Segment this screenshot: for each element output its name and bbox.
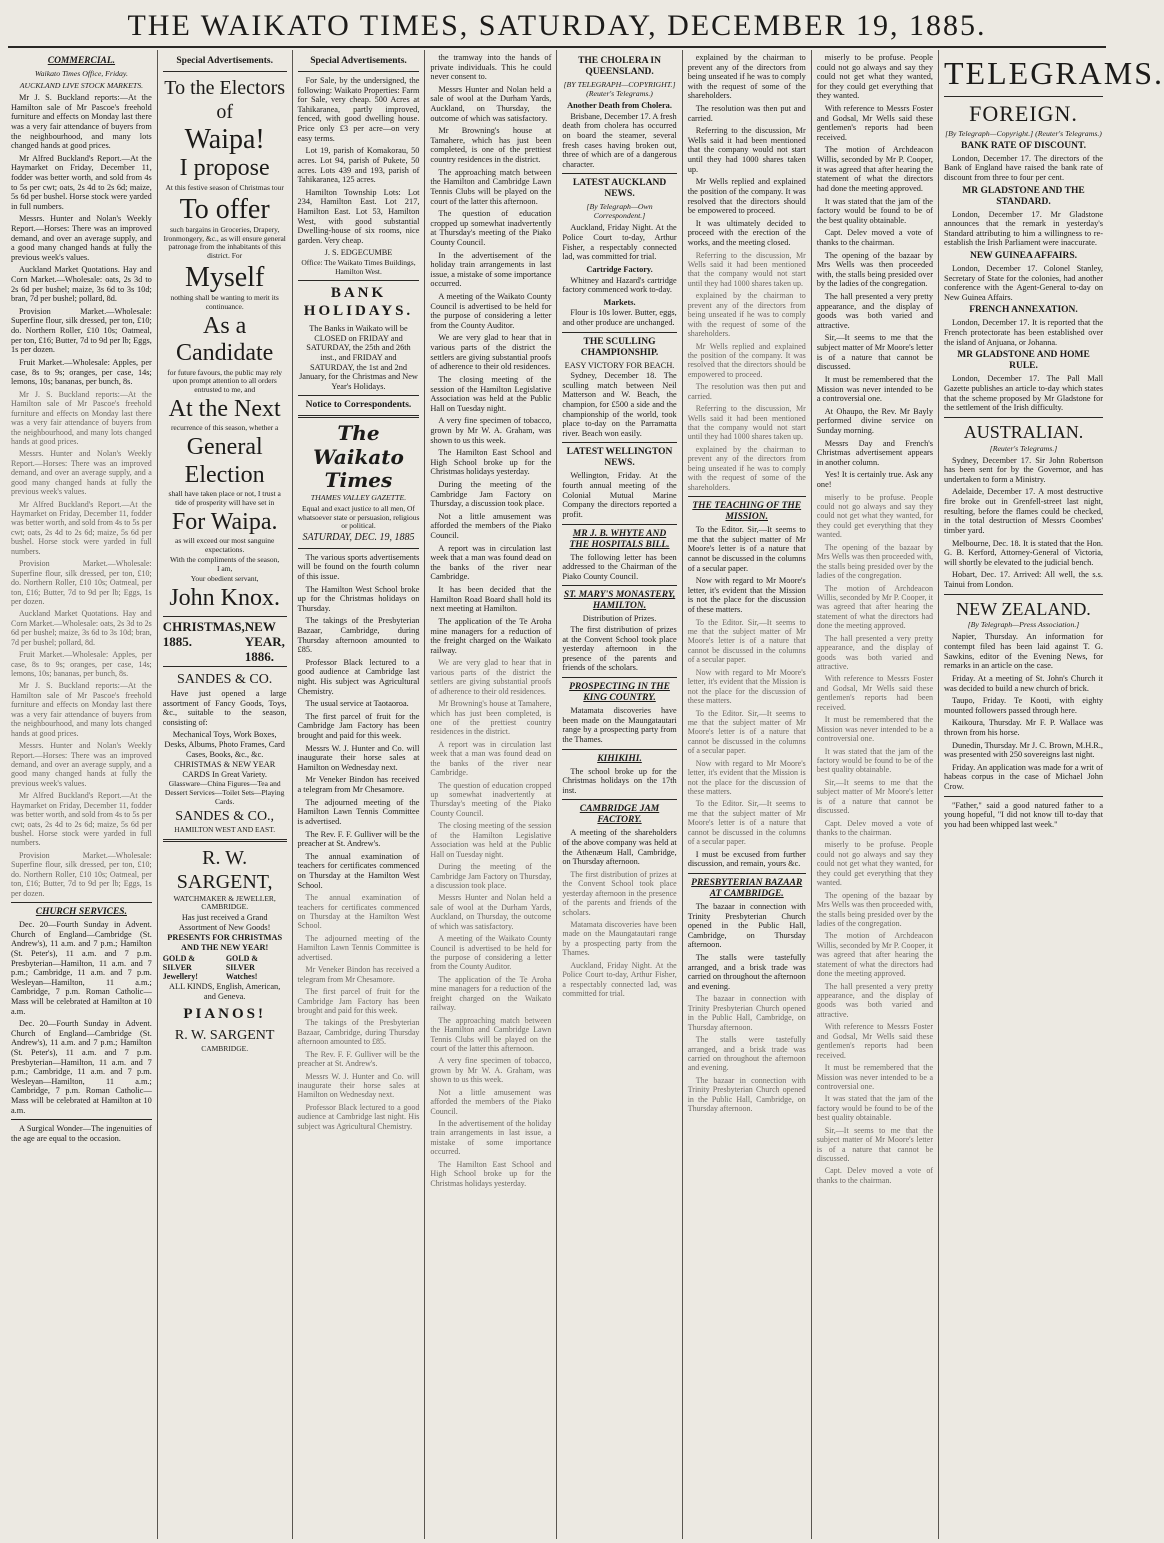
advert-text: Mechanical Toys, Work Boxes, Desks, Albums, Photo Frames, Card Cases, Books, &c., &c. [164, 730, 285, 759]
paragraph: The Hamilton East School and High School broke up for the Christmas holidays yesterday. [430, 448, 552, 477]
paragraph: The annual examination of teachers for certificates commenced on Thursday at the Hamilton West School. [297, 851, 420, 890]
paragraph: Hobart, Dec. 17. Arrived: All well, the s.s. Tainui from London. [944, 570, 1103, 589]
paragraph: The question of education cropped up somewhat inadvertently at Thursday's meeting of the Piako County Council. [430, 780, 552, 818]
paragraph: Whitney and Hazard's cartridge factory commenced work to-day. [562, 275, 677, 295]
paragraph: The resolution was then put and carried. [687, 382, 806, 401]
divider [163, 839, 287, 842]
paragraph: It must be remembered that the Mission was never intended to be a controversial one. [816, 1063, 933, 1091]
paragraph: Fruit Market.—Wholesale: Apples, per case, 8s to 9s; oranges, per case, 14s; lemons, 10s; bananas, per bunch, 8s. [11, 650, 152, 678]
advert-text: The Banks in Waikato will be CLOSED on FRIDAY and SATURDAY, the 25th and 26th inst., and FRIDAY and SATURDAY, the 1st and 2nd January, for the Christmas and New Year's Holidays. [299, 324, 418, 391]
paragraph: The hall presented a very pretty appearance, and the display of goods was both varied and attractive. [816, 292, 933, 330]
paragraph: Referring to the discussion, Mr Wells said it had been mentioned that the company would not start until they had 1000 shares taken up. [687, 126, 806, 174]
paragraph: Kaikoura, Thursday. Mr F. P. Wallace was thrown from his horse. [944, 718, 1103, 737]
item-title: Distribution of Prizes. [582, 614, 657, 624]
paragraph: Fruit Market.—Wholesale: Apples, per case, 8s to 9s; oranges, per case, 14s; lemons, 10s; bananas, per bunch, 8s. [11, 357, 152, 387]
columns [6, 50, 1164, 1539]
section-heading: COMMERCIAL. [47, 56, 116, 66]
paragraph: It was stated that the jam of the factory would be found to be of the best quality obtainable. [816, 196, 933, 225]
paragraph: Sir,—It seems to me that the subject matter of Mr Moore's letter is of a nature that cannot be discussed. [816, 1125, 933, 1164]
paragraph: To the Editor. Sir,—It seems to me that the subject matter of Mr Moore's letter is of a nature that cannot be discussed in the columns of a secular paper. [687, 708, 806, 756]
logo-subtitle: THAMES VALLEY GAZETTE. [310, 492, 407, 502]
section-heading: THE SCULLING CHAMPIONSHIP. [580, 336, 659, 358]
paragraph: The following letter has been addressed to the Chairman of the Piako County Council. [562, 552, 677, 581]
paragraph: Messrs W. J. Hunter and Co. will inaugurate their horse sales at Hamilton on Wednesday next. [297, 1071, 420, 1100]
advert-text: HAMILTON WEST AND EAST. [174, 825, 276, 834]
paragraph: Provision Market.—Wholesale: Superfine flour, silk dressed, per ton, £10; do. Northern Roller, £10 10s; Oatmeal, per ton, £16; Butter, 7d to 9d per lb; Eggs, 1s per dozen. [11, 306, 152, 355]
paragraph: explained by the chairman to prevent any of the directors from being unseated if he was to comply with the request of some of the shareholders. [687, 291, 806, 339]
paragraph: The first distribution of prizes at the Convent School took place yesterday afternoon in the presence of the parents and friends of the scholars. [562, 625, 677, 673]
divider [562, 677, 676, 678]
divider [562, 749, 676, 750]
section-heading: PROSPECTING IN THE KING COUNTRY. [569, 682, 670, 704]
newspaper-logo: The Waikato Times [313, 421, 404, 492]
advert-headline: As a Candidate [176, 312, 274, 367]
column-adverts-editorial [293, 50, 426, 1539]
paragraph: Adelaide, December 17. A most destructive fire broke out in Grenfell-street last night, resulting, before the flames could be checked, in the total destruction of Messrs Coombes' timber yard. [944, 487, 1103, 535]
paragraph: In the advertisement of the holiday train arrangements in last issue, a mistake of some importance occurred. [430, 250, 552, 289]
advert-text: Has just received a Grand Assortment of New Goods! [178, 913, 271, 932]
paragraph: With reference to Messrs Foster and Godsal, Mr Wells said these gentlemen's reports had been received. [816, 104, 933, 142]
filler-text [688, 618, 806, 847]
paragraph: Messrs Hunter and Nolan held a sale of wool at the Durham Yards, Auckland, on Thursday, the outcome of which was satisfactory. [430, 84, 552, 123]
paragraph: London, December 17. The Pall Mall Gazette publishes an article to-day which states that the scheme proposed by Mr Gladstone for the settlement of the Irish difficulty. [944, 374, 1103, 413]
paragraph: A Surgical Wonder—The ingenuities of the age are equal to the occasion. [11, 1124, 152, 1143]
divider [944, 417, 1103, 418]
paragraph: The adjourned meeting of the Hamilton Lawn Tennis Committee is advertised. [297, 933, 420, 962]
paragraph: Have just opened a large assortment of Fancy Goods, Toys, &c., suitable to the season, consisting of: [162, 688, 287, 727]
paragraph: Messrs Day and French's Christmas advertisement appears in another column. [816, 438, 933, 467]
divider [688, 496, 806, 497]
paragraph: The closing meeting of the session of the Hamilton Legislative Association was held at the Public Hall on Tuesday night. [430, 821, 552, 859]
item-title: MR GLADSTONE AND HOME RULE. [957, 350, 1090, 372]
paragraph: Mr J. S. Buckland reports:—At the Hamilton sale of Mr Pascoe's freehold furniture and effects on Monday last there was a very fair attendance of buyers from the neighbourhood, and many lots changed hands at good prices. [11, 93, 152, 151]
divider [298, 415, 420, 418]
section-subtitle: [Reuter's Telegrams.] [989, 443, 1058, 453]
section-subtitle: [By Telegraph—Own Correspondent.] [586, 202, 653, 221]
paragraph: The Hamilton West School broke up for the Christmas holidays on Thursday. [297, 584, 420, 613]
section-heading: LATEST AUCKLAND NEWS. [572, 178, 667, 200]
section-heading: LATEST WELLINGTON NEWS. [566, 447, 673, 469]
divider [11, 1119, 152, 1120]
section-heading: Special Advertisements. [310, 56, 407, 66]
section-subtitle: AUCKLAND LIVE STOCK MARKETS. [19, 81, 144, 91]
paragraph: A report was in circulation last week that a man was found dead on the banks of the river near Cambridge. [430, 543, 552, 582]
paragraph: Hamilton Township Lots: Lot 234, Hamilton East. Lot 217, Hamilton East. Lot 53, Hamilton West, with good substantial Dwelling-house of six rooms, nice garden. Very cheap. [297, 187, 420, 245]
paragraph: It must be remembered that the Mission was never intended to be a controversial one. [816, 374, 933, 404]
paragraph: The stalls were tastefully arranged, and a brisk trade was carried on throughout the afternoon and evening. [687, 1035, 806, 1073]
paragraph: Sir,—It seems to me that the subject matter of Mr Moore's letter is of a nature that cannot be discussed. [816, 777, 933, 816]
paragraph: For Sale, by the undersigned, the following: Waikato Properties: Farm for Sale, very cheap. 500 Acres at Tahikaranea, partly improved, fenced, with good dwelling house. Price only £3 per acre—on very easy terms. [297, 76, 420, 143]
filler-text [817, 493, 933, 1186]
divider [562, 524, 676, 525]
advert-pair [163, 954, 287, 982]
paragraph: During the meeting of the Cambridge Jam Factory on Thursday, a discussion took place. [430, 862, 552, 890]
paragraph: the tramway into the hands of private individuals. This he could never consent to. [430, 53, 552, 82]
section-heading: PRESBYTERIAN BAZAAR AT CAMBRIDGE. [691, 877, 803, 899]
advert-headline: BANK HOLIDAYS. [303, 285, 414, 319]
paragraph: Auckland Market Quotations. Hay and Corn Market.—Wholesale: oats, 2s 3d to 2s 6d per bushel; maize, 3s 6d to 3s 10d; bran, 7d per bushel; pollard, 8d. [11, 609, 152, 647]
section-heading: FOREIGN. [969, 101, 1078, 127]
pair-right: GOLD & SILVER Watches! [225, 953, 259, 982]
paragraph: Not a little amusement was afforded the members of the Piako Council. [430, 511, 552, 541]
paragraph: A meeting of the Waikato County Council is advertised to be held for the purpose of considering a letter from the County Auditor. [430, 934, 552, 972]
advert-text: WATCHMAKER & JEWELLER, CAMBRIDGE. [173, 893, 276, 912]
advert-text: as will exceed our most sanguine expectations. [174, 536, 275, 554]
paragraph: Yes! It is certainly true. Ask any one! [816, 470, 933, 489]
paragraph: Napier, Thursday. An information for contempt filed has been laid against T. G. Sawkins, editor of the Evening News, for remarks in an article on the case. [944, 632, 1103, 671]
paragraph: Dec. 20—Fourth Sunday in Advent. Church of England—Cambridge (St. Andrew's), 11 a.m. and 7 p.m.; Hamilton (St. Peter's), 11 a.m. and 7 p.m. Presbyterian—Hamilton, 11 a.m. and 7 p.m.; Cambridge, 11 a.m. and 7 p.m. Wesleyan—Hamilton, 11 a.m.; Cambridge, 7 p.m. Roman Catholic—Mass will be celebrated at Hamilton at 10 a.m. [11, 920, 152, 1016]
divider [163, 71, 287, 72]
paragraph: Mr J. S. Buckland reports:—At the Hamilton sale of Mr Pascoe's freehold furniture and effects on Monday last there was a very fair attendance of buyers from the neighbourhood, and many lots changed hands at good prices. [11, 681, 152, 738]
paragraph: The first distribution of prizes at the Convent School took place yesterday afternoon in the presence of the parents and friends of the scholars. [562, 869, 677, 917]
advert-headline: R. W. SARGENT, [176, 846, 273, 893]
section-heading: Notice to Correspondents. [305, 400, 412, 411]
advert-text: ALL KINDS, English, American, and Geneva. [169, 982, 281, 1001]
filler-text [562, 870, 676, 999]
paragraph: The various sports advertisements will be found on the fourth column of this issue. [297, 552, 420, 581]
advert-text: such bargains in Groceries, Drapery, Ironmongery, &c., as will ensure general patronage from the inhabitants of this district. For [163, 225, 286, 261]
banner-left: CHRISTMAS, 1885. [162, 619, 245, 650]
paragraph: To the Editor. Sir,—It seems to me that the subject matter of Mr Moore's letter is of a nature that cannot be discussed in the columns of a secular paper. [687, 525, 806, 573]
paragraph: Wellington, Friday. At the fourth annual meeting of the Colonial Mutual Marine Company the directors reported a profit. [562, 471, 677, 519]
advert-text: CAMBRIDGE. [201, 1044, 249, 1054]
paragraph: The annual examination of teachers for certificates commenced on Thursday at the Hamilton West School. [297, 893, 420, 931]
item-title: EASY VICTORY FOR BEACH. [564, 360, 675, 370]
paragraph: The adjourned meeting of the Hamilton Lawn Tennis Committee is advertised. [297, 797, 420, 826]
item-title: NEW GUINEA AFFAIRS. [969, 250, 1078, 261]
paragraph: Mr Veneker Bindon has received a telegram from Mr Chesamore. [297, 775, 420, 795]
paragraph: Referring to the discussion, Mr Wells said it had been mentioned that the company would not start until they had 1000 shares taken up. [687, 250, 806, 288]
paragraph: Capt. Delev moved a vote of thanks to the chairman. [816, 228, 933, 247]
paragraph: miserly to be profuse. People could not go always and say they could not get what they wanted, for they could get everything that they wanted. [816, 492, 933, 540]
paragraph: Messrs. Hunter and Nolan's Weekly Report.—Horses: There was an improved demand, and over an average supply, and a good many changed hands at fully the previous week's values. [11, 214, 152, 262]
advert-headline: To offer [179, 193, 270, 225]
column-commercial [6, 50, 158, 1539]
paragraph: Matamata discoveries have been made on the Maungatautari range by a prospecting party from the Thames. [562, 920, 677, 958]
advert-headline: I propose [179, 155, 270, 182]
section-heading: KIHIKIHI. [597, 753, 642, 764]
section-subtitle: [BY TELEGRAPH—COPYRIGHT.] (Reuter's Telegrams.) [563, 80, 676, 99]
paragraph: A very fine specimen of tobacco, grown by Mr W. A. Graham, was shown to us this week. [430, 1056, 552, 1085]
paragraph: I must be excused from further discussion, and remain, yours &c. [687, 849, 806, 869]
divider [944, 96, 1103, 97]
paragraph: The motion of Archdeacon Willis, seconded by Mr P. Cooper, it was agreed that after hearing the statement of what the directors had done the meeting approved. [816, 931, 933, 979]
paragraph: Professor Black lectured to a good audience at Cambridge last night. His subject was Agricultural Chemistry. [297, 657, 420, 696]
paragraph: We are very glad to hear that in various parts of the district the settlers are giving substantial proofs of adherence to their old residences. [430, 333, 552, 372]
paragraph: The bazaar in connection with Trinity Presbyterian Church opened in the Public Hall, Cambridge, on Thursday afternoon. [687, 994, 806, 1032]
advert-headline: At the Next [168, 395, 281, 422]
page-title: THE WAIKATO TIMES, SATURDAY, DECEMBER 19, 1885. [127, 9, 987, 42]
advert-text: At this festive season of Christmas tour [165, 182, 284, 192]
item-title: Cartridge Factory. [586, 264, 653, 274]
filler-text [688, 251, 806, 493]
banner-right: NEW YEAR, 1886. [244, 619, 285, 665]
item-title: MR GLADSTONE AND THE STANDARD. [962, 185, 1085, 207]
section-heading: CAMBRIDGE JAM FACTORY. [579, 804, 660, 826]
paragraph: Mr Alfred Buckland's Report.—At the Haymarket on Friday, December 11, fodder was better worth, and sold from 4s to 5s per cwt; oats, 2s 4d to 2s 6d; maize, 5s 6d per bushel. Horse stock were yarded in full numbers. [11, 499, 152, 556]
paragraph: Now with regard to Mr Moore's letter, it's evident that the Mission is not the place for the discussion of these matters. [687, 667, 806, 706]
paragraph: The opening of the bazaar by Mrs Wells was then proceeded with, the stalls being presided over by the ladies of the congregation. [816, 890, 933, 928]
paragraph: Messrs. Hunter and Nolan's Weekly Report.—Horses: There was an improved demand, and over an average supply, and a good many changed hands at fully the previous week's values. [11, 741, 152, 788]
paragraph: The stalls were tastefully arranged, and a brisk trade was carried on throughout the afternoon and evening. [687, 952, 806, 991]
advert-text: Office: The Waikato Times Buildings, Hamilton West. [301, 257, 416, 276]
masthead [8, 6, 1106, 48]
paragraph: The takings of the Presbyterian Bazaar, Cambridge, during Thursday afternoon amounted to £85. [297, 616, 420, 655]
paragraph: A very fine specimen of tobacco, grown by Mr W. A. Graham, was shown to us this week. [430, 416, 552, 445]
paragraph: Melbourne, Dec. 18. It is stated that the Hon. G. B. Kerford, Attorney-General of Victoria, will shortly be elevated to the judicial bench. [944, 538, 1103, 567]
paragraph: Mr Veneker Bindon has received a telegram from Mr Chesamore. [297, 965, 420, 984]
divider [688, 873, 806, 874]
paragraph: With reference to Messrs Foster and Godsal, Mr Wells said these gentlemen's reports had been received. [816, 1022, 933, 1060]
paragraph: The opening of the bazaar by Mrs Wells was then proceeded with, the stalls being presided over by the ladies of the congregation. [816, 250, 933, 289]
paragraph: It has been decided that the Hamilton Road Board shall hold its next meeting at Hamilton. [430, 585, 552, 614]
paragraph: The motion of Archdeacon Willis, seconded by Mr P. Cooper, it was agreed that after hearing the statement of what the directors had done the meeting approved. [816, 583, 933, 631]
paragraph: Sydney, December 18. The sculling match between Neil Matterson and W. Beach, the champion, for £500 a side and the championship of the world, took place to-day on the Parramatta river. Beach won easily. [562, 371, 677, 438]
paragraph: London, December 17. Mr Gladstone announces that the remark in yesterday's Standard attributing to him a willingness to re-establish the Irish Parliament were inaccurate. [944, 209, 1103, 248]
paragraph: Mr Browning's house at Tamahere, which has just been completed, is one of the prettiest country residences in the district. [430, 699, 552, 737]
paragraph: The usual service at Taotaoroa. [305, 699, 409, 709]
paragraph: The first parcel of fruit for the Cambridge Jam Factory has been brought and paid for this week. [297, 711, 420, 741]
advert-headline: General Election [184, 434, 265, 488]
advert-text: With the compliments of the season, [170, 554, 280, 564]
filler-text [298, 893, 420, 1131]
advert-text: for future favours, the public may rely upon prompt attention to all orders entrusted to me, and [167, 367, 283, 395]
section-subtitle: [By Telegraph—Press Association.] [967, 620, 1080, 630]
advert-text: Glassware—China Figures—Tea and Dessert Services—Toilet Sets—Playing Cards. [164, 779, 285, 806]
paragraph: Mr Alfred Buckland's Report.—At the Haymarket on Friday, December 11, fodder was better worth, and sold from 4s to 5s per cwt; oats, 2s 4d to 2s 6d; maize, 5s 6d per bushel. Horse stock were yarded in full numbers. [11, 791, 152, 848]
paragraph: The question of education cropped up somewhat inadvertently at Thursday's meeting of the Piako County Council. [430, 209, 552, 247]
paragraph: A report was in circulation last week that a man was found dead on the banks of the river near Cambridge. [430, 739, 552, 778]
paragraph: Capt. Delev moved a vote of thanks to the chairman. [816, 1166, 933, 1185]
paragraph: The hall presented a very pretty appearance, and the display of goods was both varied and attractive. [816, 981, 933, 1019]
divider [298, 71, 420, 72]
paragraph: It was stated that the jam of the factory would be found to be of the best quality obtainable. [816, 1094, 933, 1123]
section-heading: CHURCH SERVICES. [35, 907, 127, 918]
paragraph: miserly to be profuse. People could not go always and say they could not get what they wanted, for they could get everything that they wanted. [816, 840, 933, 888]
christmas-banner [163, 616, 287, 667]
paragraph: London, December 17. Colonel Stanley, Secretary of State for the colonies, had another conference with the Agent-General to-day on New Guinea Affairs. [944, 263, 1103, 302]
paragraph: The closing meeting of the session of the Hamilton Legislative Association was held at the Public Hall on Tuesday night. [430, 374, 552, 413]
paragraph: It was stated that the jam of the factory would be found to be of the best quality obtainable. [816, 746, 933, 775]
paragraph: During the meeting of the Cambridge Jam Factory on Thursday, a discussion took place. [430, 479, 552, 509]
advert-text: Your obedient servant, [190, 573, 259, 583]
section-heading: Special Advertisements. [176, 56, 273, 66]
filler-text [430, 658, 551, 1188]
paragraph: Matamata discoveries have been made on the Maungatautari range by a prospecting party from the Thames. [562, 706, 677, 744]
advert-text: PRESENTS FOR CHRISTMAS AND THE NEW YEAR! [167, 933, 283, 952]
paragraph: With reference to Messrs Foster and Godsal, Mr Wells said these gentlemen's reports had been received. [816, 674, 933, 712]
divider [944, 796, 1103, 797]
divider [562, 585, 676, 586]
column-bazaar-letters [812, 50, 939, 1539]
paragraph: Flour is 10s lower. Butter, eggs, and other produce are unchanged. [562, 308, 677, 327]
paragraph: Now with regard to Mr Moore's letter, it's evident that the Mission is not the place for the discussion of these matters. [687, 576, 806, 614]
section-heading: THE TEACHING OF THE MISSION. [692, 501, 802, 523]
paragraph: Referring to the discussion, Mr Wells said it had been mentioned that the company would not start until they had 1000 shares taken up. [687, 404, 806, 442]
paragraph: The motion of Archdeacon Willis, seconded by Mr P. Cooper, it was agreed that after hearing the statement of what the directors had done the meeting approved. [816, 145, 933, 193]
filler-text [11, 390, 152, 898]
filler-text [688, 994, 806, 1113]
section-heading: AUSTRALIAN. [963, 421, 1084, 442]
item-title: Markets. [603, 297, 636, 307]
paragraph: Friday. An application was made for a writ of habeas corpus in the case of Michael John Crow. [944, 762, 1103, 791]
paragraph: Mr J. S. Buckland reports:—At the Hamilton sale of Mr Pascoe's freehold furniture and effects on Monday last there was a very fair attendance of buyers from the neighbourhood, and many lots changed hands at good prices. [11, 389, 152, 446]
advert-text: CHRISTMAS & NEW YEAR CARDS In Great Variety. [174, 760, 276, 779]
paragraph: The takings of the Presbyterian Bazaar, Cambridge, during Thursday afternoon amounted to £85. [297, 1018, 420, 1047]
paragraph: Sir,—It seems to me that the subject matter of Mr Moore's letter is of a nature that cannot be discussed. [816, 333, 933, 372]
paragraph: To the Editor. Sir,—It seems to me that the subject matter of Mr Moore's letter is of a nature that cannot be discussed in the columns of a secular paper. [687, 617, 806, 665]
divider [298, 548, 420, 549]
paragraph: Dunedin, Thursday. Mr J. C. Brown, M.H.R., was presented with 250 sovereigns last night. [944, 740, 1103, 760]
paragraph: The application of the Te Aroha mine managers for a reduction of the freight charged on the Waikato railway. [430, 616, 552, 655]
column-telegrams [939, 50, 1164, 1539]
paragraph: The resolution was then put and carried. [687, 104, 806, 123]
paragraph: Mr Wells replied and explained the position of the company. It was resolved that the directors should be empowered to proceed. [687, 341, 806, 379]
paragraph: Taupo, Friday. Te Kooti, with eighty mounted followers passed through here. [944, 696, 1103, 715]
section-heading: TELEGRAMS. [944, 55, 1164, 91]
paragraph: Auckland, Friday Night. At the Police Court to-day, Arthur Fisher, a respectably connected lad, was committed for trial. [562, 960, 677, 999]
column-knox-advert [158, 50, 293, 1539]
paragraph: To the Editor. Sir,—It seems to me that the subject matter of Mr Moore's letter is of a nature that cannot be discussed in the columns of a secular paper. [687, 799, 806, 847]
paragraph: explained by the chairman to prevent any of the directors from being unseated if he was to comply with the request of some of the shareholders. [687, 444, 806, 492]
advert-headline: Waipa! [184, 124, 265, 156]
advert-headline: SANDES & CO. [177, 672, 273, 688]
divider [562, 799, 676, 800]
paragraph: At Ohaupo, the Rev. Mr Bayly performed divine service on Sunday morning. [816, 406, 933, 435]
section-heading: THE CHOLERA IN QUEENSLAND. [578, 56, 661, 78]
paragraph: The application of the Te Aroha mine managers for a reduction of the freight charged on the Waikato railway. [430, 974, 552, 1013]
paragraph: miserly to be profuse. People could not go always and say they could not get what they wanted, for they could get everything that they wanted. [816, 53, 933, 101]
divider [562, 173, 676, 174]
paragraph: The hall presented a very pretty appearance, and the display of goods was both varied and attractive. [816, 633, 933, 672]
paragraph: The Hamilton East School and High School broke up for the Christmas holidays yesterday. [430, 1159, 552, 1188]
advert-headline: PIANOS! [183, 1005, 266, 1022]
paragraph: Mr Alfred Buckland's Report.—At the Haymarket on Friday, December 11, fodder was better worth, and sold from 4s to 5s per cwt; oats, 2s 4d to 2s 6d; maize, 5s 6d per bushel. Horse stock were yarded in full numbers. [11, 153, 152, 211]
divider [11, 902, 152, 903]
paragraph: "Father," said a good natured father to a young hopeful, "I did not know till to-day that you had been whipped last week." [944, 800, 1103, 829]
paragraph: Provision Market.—Wholesale: Superfine flour, silk dressed, per ton, £10; do. Northern Roller, £10 10s; Oatmeal, per ton, £16; Butter, 7d to 9d per lb; Eggs, 1s per dozen. [11, 850, 152, 898]
paragraph: Provision Market.—Wholesale: Superfine flour, silk dressed, per ton, £10; do. Northern Roller, £10 10s; Oatmeal, per ton, £16; Butter, 7d to 9d per lb; Eggs, 1s per dozen. [11, 559, 152, 606]
advert-text: I am, [216, 564, 233, 574]
paragraph: The Rev. F. F. Gulliver will be the preacher at St. Andrew's. [297, 1049, 420, 1069]
paragraph: The approaching match between the Hamilton and Cambridge Lawn Tennis Clubs will be played on the court of the latter this afternoon. [430, 167, 552, 206]
paragraph: Professor Black lectured to a good audience at Cambridge last night. His subject was Agricultural Chemistry. [297, 1102, 420, 1131]
paragraph: The bazaar in connection with Trinity Presbyterian Church opened in the Public Hall, Cambridge, on Thursday afternoon. [687, 901, 806, 950]
paragraph: The opening of the bazaar by Mrs Wells was then proceeded with, the stalls being presided over by the ladies of the congregation. [816, 542, 933, 581]
paragraph: Mr Wells replied and explained the position of the company. It was resolved that the directors should be empowered to proceed. [687, 177, 806, 216]
column-local-news [425, 50, 557, 1539]
paragraph: Sydney, December 17. Sir John Robertson has been sent for by the Governor, and has undertaken to form a Ministry. [944, 455, 1103, 484]
divider [298, 280, 420, 281]
paragraph: Not a little amusement was afforded the members of the Piako Council. [430, 1087, 552, 1116]
paragraph: In the advertisement of the holiday train arrangements in last issue, a mistake of some importance occurred. [430, 1119, 552, 1157]
paragraph: The first parcel of fruit for the Cambridge Jam Factory has been brought and paid for this week. [297, 987, 420, 1015]
section-subtitle: [By Telegraph—Copyright.] (Reuter's Telegrams.) [945, 128, 1102, 138]
paragraph: Lot 19, parish of Komakorau, 50 acres. Lot 94, parish of Pukete, 50 acres. Lots 439 and 193, parish of Tahikaranea, 125 acres. [297, 146, 420, 185]
advert-signature: J. S. EDGECUMBE [324, 248, 393, 258]
paragraph: explained by the chairman to prevent any of the directors from being unseated if he was to comply with the request of some of the shareholders. [687, 53, 806, 101]
paragraph: Auckland, Friday Night. At the Police Court to-day, Arthur Fisher, a respectably connected lad, was committed for trial. [562, 223, 677, 262]
paragraph: Capt. Delev moved a vote of thanks to the chairman. [816, 818, 933, 838]
paragraph: The approaching match between the Hamilton and Cambridge Lawn Tennis Clubs will be played on the court of the latter this afternoon. [430, 1015, 552, 1053]
item-title: FRENCH ANNEXATION. [969, 305, 1078, 316]
paragraph: The school broke up for the Christmas holidays on the 17th inst. [562, 766, 677, 795]
advert-headline: Myself [185, 261, 265, 293]
paragraph: It must be remembered that the Mission was never intended to be a controversial one. [816, 715, 933, 744]
motto: Equal and exact justice to all men, Of whatsoever state or persuasion, religious or political. [297, 504, 420, 531]
advert-text: shall have taken place or not, I trust a tide of prosperity will have set in [168, 489, 281, 507]
advert-headline: To the Electors of [164, 77, 286, 124]
paragraph: Messrs W. J. Hunter and Co. will inaugurate their horse sales at Hamilton on Wednesday next. [297, 743, 420, 772]
section-heading: ST. MARY'S MONASTERY, HAMILTON. [563, 590, 676, 612]
paragraph: The bazaar in connection with Trinity Presbyterian Church opened in the Public Hall, Cambridge, on Thursday afternoon. [687, 1075, 806, 1114]
advert-signature: John Knox. [169, 584, 280, 611]
column-jam-factory-letters [683, 50, 812, 1539]
pair-left: GOLD & SILVER Jewellery! [162, 953, 198, 982]
divider [562, 442, 676, 443]
section-subtitle: Waikato Times Office, Friday. [34, 69, 128, 79]
paragraph: Now with regard to Mr Moore's letter, it's evident that the Mission is not the place for the discussion of these matters. [687, 758, 806, 797]
paragraph: Dec. 20—Fourth Sunday in Advent. Church of England—Cambridge (St. Andrew's), 11 a.m. and 7 p.m.; Hamilton (St. Peter's), 11 a.m. and 7 p.m. Presbyterian—Hamilton, 11 a.m. and 7 p.m.; Cambridge, 11 a.m. and 7 p.m. Wesleyan—Hamilton, 11 a.m.; Cambridge, 7 p.m. Roman Catholic—Mass will be celebrated at Hamilton at 10 a.m. [11, 1019, 152, 1115]
paragraph: We are very glad to hear that in various parts of the district the settlers are giving substantial proofs of adherence to their old residences. [430, 658, 552, 696]
paragraph: A meeting of the Waikato County Council is advertised to be held for the purpose of considering a letter from the County Auditor. [430, 292, 552, 330]
divider [298, 395, 420, 396]
paragraph: Friday. At a meeting of St. John's Church it was decided to build a new church of brick. [944, 673, 1103, 693]
paragraph: A meeting of the shareholders of the above company was held at the Athenæum Hall, Cambridge, on Thursday afternoon. [562, 828, 677, 867]
paragraph: The Rev. F. F. Gulliver will be the preacher at St. Andrew's. [297, 829, 420, 849]
advert-headline: R. W. SARGENT [174, 1027, 275, 1043]
divider [562, 332, 676, 333]
advert-headline: For Waipa. [171, 508, 278, 535]
section-heading: NEW ZEALAND. [956, 598, 1091, 619]
section-heading: MR J. B. WHYTE AND THE HOSPITALS BILL. [569, 528, 670, 550]
paragraph: Brisbane, December 17. A fresh death from cholera has occurred on board the steamer, several fresh cases having broken out, three of which are of a dangerous character. [562, 111, 677, 169]
column-telegraph-news [557, 50, 682, 1539]
advert-headline: SANDES & CO., [175, 808, 275, 824]
paragraph: London, December 17. The directors of the Bank of England have raised the bank rate of discount from three to four per cent. [944, 153, 1103, 182]
item-title: Another Death from Cholera. [567, 101, 672, 111]
paragraph: Auckland Market Quotations. Hay and Corn Market.—Wholesale: oats, 2s 3d to 2s 6d per bushel; maize, 3s 6d to 3s 10d; bran, 7d per bushel; pollard, 8d. [11, 265, 152, 304]
advert-text: recurrence of this season, whether a [170, 423, 279, 433]
divider [944, 594, 1103, 595]
paragraph: Messrs. Hunter and Nolan's Weekly Report.—Horses: There was an improved demand, and over an average supply, and a good many changed hands at fully the previous week's values. [11, 449, 152, 497]
paragraph: It was ultimately decided to proceed with the erection of the works, and the meeting closed. [687, 218, 806, 247]
paragraph: Messrs Hunter and Nolan held a sale of wool at the Durham Yards, Auckland, on Thursday, the outcome of which was satisfactory. [430, 893, 552, 931]
advert-text: nothing shall be wanting to merit its continuance. [170, 293, 279, 311]
issue-date: SATURDAY, DEC. 19, 1885 [302, 532, 415, 544]
paragraph: London, December 17. It is reported that the French protectorate has been established over the island of Anjuana, or Johanna. [944, 318, 1103, 347]
item-title: BANK RATE OF DISCOUNT. [961, 140, 1086, 151]
paragraph: Mr Browning's house at Tamahere, which has just been completed, is one of the prettiest country residences in the district. [430, 126, 552, 165]
